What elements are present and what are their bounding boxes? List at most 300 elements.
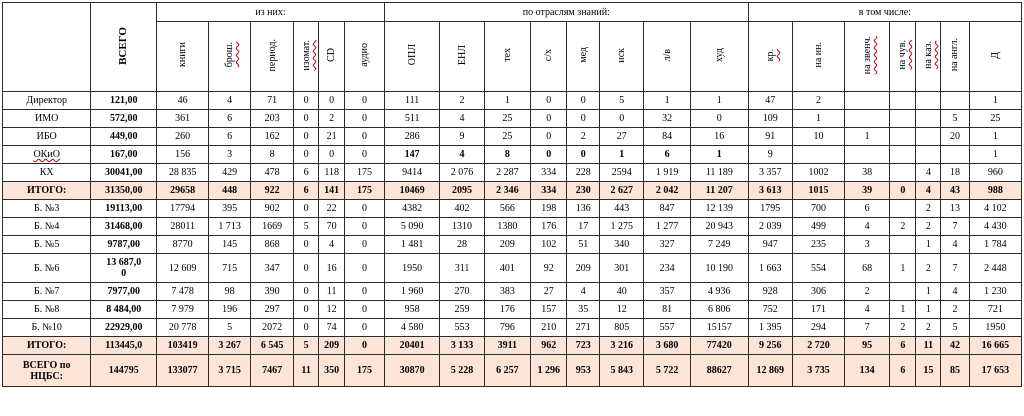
table-cell: 260 — [157, 128, 209, 146]
table-cell: 1950 — [969, 319, 1021, 337]
table-cell: 141 — [319, 182, 345, 200]
table-cell: 95 — [845, 337, 890, 355]
table-cell: 347 — [251, 254, 294, 283]
table-cell: 209 — [319, 337, 345, 355]
table-cell: 2095 — [440, 182, 484, 200]
table-cell: 5 228 — [440, 355, 484, 387]
column-header-cols_including-4: на каз. — [916, 22, 941, 92]
table-cell: 32 — [644, 110, 690, 128]
table-cell: 102 — [531, 236, 567, 254]
table-cell: 847 — [644, 200, 690, 218]
table-cell: 2 076 — [440, 164, 484, 182]
table-cell: 2072 — [251, 319, 294, 337]
table-cell: 25 — [484, 110, 530, 128]
table-cell: 12 — [319, 301, 345, 319]
row-label: Б. №6 — [3, 254, 91, 283]
table-cell: 8770 — [157, 236, 209, 254]
table-cell: 6 — [209, 128, 251, 146]
table-cell: 175 — [345, 182, 385, 200]
table-cell: 156 — [157, 146, 209, 164]
row-total: 144795 — [91, 355, 157, 387]
table-cell: 5 — [600, 92, 644, 110]
table-cell: 0 — [294, 283, 319, 301]
fund-statistics-table — [2, 2, 1022, 387]
table-cell: 7467 — [251, 355, 294, 387]
table-cell: 111 — [384, 92, 440, 110]
table-row — [3, 200, 1022, 218]
table-cell — [890, 200, 916, 218]
table-cell: 557 — [644, 319, 690, 337]
table-cell: 0 — [531, 128, 567, 146]
table-cell: 0 — [531, 146, 567, 164]
table-cell: 0 — [294, 301, 319, 319]
table-cell: 25 — [969, 110, 1021, 128]
table-cell: 4 936 — [690, 283, 748, 301]
table-cell: 297 — [251, 301, 294, 319]
row-total: 7977,00 — [91, 283, 157, 301]
table-cell: 28011 — [157, 218, 209, 236]
row-total: 449,00 — [91, 128, 157, 146]
table-cell: 752 — [748, 301, 792, 319]
table-cell: 2 — [941, 301, 969, 319]
table-cell: 228 — [567, 164, 600, 182]
table-cell: 2 448 — [969, 254, 1021, 283]
row-label: ВСЕГО по НЦБС: — [3, 355, 91, 387]
table-cell: 1310 — [440, 218, 484, 236]
table-cell: 230 — [567, 182, 600, 200]
table-cell: 1 — [969, 146, 1021, 164]
table-cell: 928 — [748, 283, 792, 301]
table-cell: 4 102 — [969, 200, 1021, 218]
statistics-table-container — [2, 2, 1022, 414]
table-cell: 162 — [251, 128, 294, 146]
table-cell: 43 — [941, 182, 969, 200]
table-cell: 28 835 — [157, 164, 209, 182]
table-cell: 3 133 — [440, 337, 484, 355]
table-cell: 350 — [319, 355, 345, 387]
table-cell: 1 296 — [531, 355, 567, 387]
table-cell: 20401 — [384, 337, 440, 355]
table-cell: 1 663 — [748, 254, 792, 283]
table-cell: 81 — [644, 301, 690, 319]
table-cell: 1 — [484, 92, 530, 110]
table-cell: 0 — [345, 283, 385, 301]
table-row — [3, 164, 1022, 182]
row-label: ИТОГО: — [3, 337, 91, 355]
row-total: 167,00 — [91, 146, 157, 164]
table-cell: 40 — [600, 283, 644, 301]
table-cell: 3 — [209, 146, 251, 164]
row-total: 8 484,00 — [91, 301, 157, 319]
table-cell: 11 — [916, 337, 941, 355]
table-cell: 0 — [345, 128, 385, 146]
table-cell: 4 — [916, 182, 941, 200]
table-cell: 0 — [294, 319, 319, 337]
table-cell: 27 — [600, 128, 644, 146]
table-cell: 259 — [440, 301, 484, 319]
table-cell: 805 — [600, 319, 644, 337]
table-cell: 2 — [916, 218, 941, 236]
table-cell: 88627 — [690, 355, 748, 387]
table-cell — [941, 92, 969, 110]
table-cell: 47 — [748, 92, 792, 110]
table-cell: 1 — [916, 301, 941, 319]
table-cell: 1 713 — [209, 218, 251, 236]
subtotal-row-central — [3, 182, 1022, 200]
table-cell: 2 039 — [748, 218, 792, 236]
table-cell: 7 — [941, 254, 969, 283]
table-cell — [890, 128, 916, 146]
table-cell: 6 806 — [690, 301, 748, 319]
table-cell: 960 — [969, 164, 1021, 182]
table-cell: 0 — [319, 146, 345, 164]
table-cell: 210 — [531, 319, 567, 337]
table-cell: 5 — [941, 319, 969, 337]
table-cell: 0 — [294, 128, 319, 146]
table-cell: 1 — [890, 254, 916, 283]
table-cell: 1 960 — [384, 283, 440, 301]
table-cell: 1 784 — [969, 236, 1021, 254]
table-cell: 3 357 — [748, 164, 792, 182]
table-cell: 1 — [969, 128, 1021, 146]
table-cell: 1 — [600, 146, 644, 164]
table-cell: 4 580 — [384, 319, 440, 337]
table-cell: 145 — [209, 236, 251, 254]
table-cell: 700 — [792, 200, 844, 218]
table-cell: 134 — [845, 355, 890, 387]
table-cell: 16 — [690, 128, 748, 146]
table-cell: 4 — [319, 236, 345, 254]
table-cell: 0 — [345, 218, 385, 236]
table-cell: 2 — [916, 319, 941, 337]
column-header-cols_branches-4: мед — [567, 22, 600, 92]
row-label: КХ — [3, 164, 91, 182]
column-header-cols_including-2: на звенч. — [845, 22, 890, 92]
table-cell: 209 — [567, 254, 600, 283]
table-cell: 2 720 — [792, 337, 844, 355]
table-cell: 1 — [916, 283, 941, 301]
table-cell: 958 — [384, 301, 440, 319]
table-cell: 3 735 — [792, 355, 844, 387]
table-body — [3, 92, 1022, 387]
row-total: 113445,0 — [91, 337, 157, 355]
row-label: ИБО — [3, 128, 91, 146]
table-cell: 953 — [567, 355, 600, 387]
table-cell: 2 — [890, 218, 916, 236]
table-cell: 1 — [916, 236, 941, 254]
table-cell: 511 — [384, 110, 440, 128]
table-cell: 7 249 — [690, 236, 748, 254]
column-header-cols_of_them-0: книги — [157, 22, 209, 92]
corner-header-cell — [3, 3, 91, 92]
table-cell: 11 207 — [690, 182, 748, 200]
column-header-cols_branches-6: л/в — [644, 22, 690, 92]
table-cell: 77420 — [690, 337, 748, 355]
table-cell: 11 — [319, 283, 345, 301]
table-cell — [845, 110, 890, 128]
table-cell: 1 481 — [384, 236, 440, 254]
table-cell: 8 — [251, 146, 294, 164]
table-row — [3, 319, 1022, 337]
table-cell: 294 — [792, 319, 844, 337]
row-total: 121,00 — [91, 92, 157, 110]
row-total: 30041,00 — [91, 164, 157, 182]
table-cell: 4 — [440, 146, 484, 164]
column-header-cols_of_them-5: аудио — [345, 22, 385, 92]
table-cell: 334 — [531, 164, 567, 182]
table-cell: 4 — [440, 110, 484, 128]
table-cell — [890, 146, 916, 164]
table-cell: 554 — [792, 254, 844, 283]
table-cell: 71 — [251, 92, 294, 110]
table-cell: 15157 — [690, 319, 748, 337]
table-cell: 12 609 — [157, 254, 209, 283]
group-header-including: в том числе: — [748, 3, 1021, 22]
table-cell: 4 — [941, 236, 969, 254]
table-cell: 17794 — [157, 200, 209, 218]
row-label: Б. №8 — [3, 301, 91, 319]
table-cell: 383 — [484, 283, 530, 301]
table-cell: 3911 — [484, 337, 530, 355]
table-cell — [890, 110, 916, 128]
column-header-cols_of_them-4: CD — [319, 22, 345, 92]
column-header-cols_of_them-1: брош. — [209, 22, 251, 92]
row-label: ИТОГО: — [3, 182, 91, 200]
table-cell: 0 — [531, 110, 567, 128]
row-total: 572,00 — [91, 110, 157, 128]
table-cell: 20 778 — [157, 319, 209, 337]
column-header-cols_including-0: кр. — [748, 22, 792, 92]
table-cell: 0 — [294, 92, 319, 110]
column-header-cols_of_them-3: изомат. — [294, 22, 319, 92]
table-cell: 3 267 — [209, 337, 251, 355]
table-cell: 136 — [567, 200, 600, 218]
table-cell — [890, 283, 916, 301]
table-cell: 74 — [319, 319, 345, 337]
group-header-branches: по отраслям знаний: — [384, 3, 748, 22]
table-row — [3, 110, 1022, 128]
table-cell: 1002 — [792, 164, 844, 182]
row-label: Б. №5 — [3, 236, 91, 254]
table-cell: 209 — [484, 236, 530, 254]
table-cell: 7 — [845, 319, 890, 337]
table-cell: 10 190 — [690, 254, 748, 283]
table-cell: 5 — [209, 319, 251, 337]
table-cell: 0 — [294, 146, 319, 164]
table-cell — [916, 92, 941, 110]
row-label: ИМО — [3, 110, 91, 128]
table-cell: 340 — [600, 236, 644, 254]
table-cell: 1 — [644, 92, 690, 110]
table-cell: 1015 — [792, 182, 844, 200]
table-cell: 448 — [209, 182, 251, 200]
table-cell: 2594 — [600, 164, 644, 182]
table-cell: 357 — [644, 283, 690, 301]
column-header-cols_branches-3: с/х — [531, 22, 567, 92]
table-cell: 3 715 — [209, 355, 251, 387]
table-cell: 327 — [644, 236, 690, 254]
table-cell: 176 — [531, 218, 567, 236]
table-cell: 0 — [294, 254, 319, 283]
table-cell: 6 — [294, 182, 319, 200]
table-cell: 12 — [600, 301, 644, 319]
table-cell: 38 — [845, 164, 890, 182]
column-header-cols_including-3: на чув. — [890, 22, 916, 92]
table-cell: 721 — [969, 301, 1021, 319]
table-cell: 0 — [345, 200, 385, 218]
table-cell: 17 653 — [969, 355, 1021, 387]
table-cell: 70 — [319, 218, 345, 236]
grand-total-row — [3, 355, 1022, 387]
table-cell: 6 — [890, 355, 916, 387]
table-row — [3, 146, 1022, 164]
table-cell: 0 — [345, 319, 385, 337]
row-total: 9787,00 — [91, 236, 157, 254]
table-cell: 0 — [345, 146, 385, 164]
table-cell — [890, 236, 916, 254]
table-cell: 0 — [567, 146, 600, 164]
table-cell: 16 665 — [969, 337, 1021, 355]
table-row — [3, 236, 1022, 254]
table-cell: 1 — [890, 301, 916, 319]
table-cell: 4 — [567, 283, 600, 301]
table-cell: 5 — [941, 110, 969, 128]
table-cell — [890, 164, 916, 182]
row-label: Б. №10 — [3, 319, 91, 337]
column-header-cols_branches-2: тех — [484, 22, 530, 92]
table-cell: 2 346 — [484, 182, 530, 200]
table-cell — [792, 146, 844, 164]
table-cell: 22 — [319, 200, 345, 218]
table-cell: 4 — [845, 301, 890, 319]
table-cell: 2 — [890, 319, 916, 337]
row-label: Б. №4 — [3, 218, 91, 236]
table-cell: 5 722 — [644, 355, 690, 387]
table-cell: 46 — [157, 92, 209, 110]
table-cell: 133077 — [157, 355, 209, 387]
table-cell: 25 — [484, 128, 530, 146]
table-cell — [916, 128, 941, 146]
table-cell: 98 — [209, 283, 251, 301]
table-cell: 0 — [319, 92, 345, 110]
table-cell: 171 — [792, 301, 844, 319]
table-cell: 9 — [440, 128, 484, 146]
row-total: 31468,00 — [91, 218, 157, 236]
table-cell: 2 287 — [484, 164, 530, 182]
table-cell: 234 — [644, 254, 690, 283]
table-cell: 301 — [600, 254, 644, 283]
table-cell: 157 — [531, 301, 567, 319]
row-total: 19113,00 — [91, 200, 157, 218]
table-cell: 118 — [319, 164, 345, 182]
table-cell: 235 — [792, 236, 844, 254]
table-cell: 6 257 — [484, 355, 530, 387]
table-row — [3, 283, 1022, 301]
table-cell: 0 — [890, 182, 916, 200]
table-cell: 334 — [531, 182, 567, 200]
table-cell: 39 — [845, 182, 890, 200]
table-cell: 796 — [484, 319, 530, 337]
table-cell: 103419 — [157, 337, 209, 355]
column-header-cols_including-1: на ин. — [792, 22, 844, 92]
table-cell: 270 — [440, 283, 484, 301]
table-cell: 1 275 — [600, 218, 644, 236]
table-cell: 271 — [567, 319, 600, 337]
table-cell: 6 545 — [251, 337, 294, 355]
table-cell: 2 627 — [600, 182, 644, 200]
table-cell — [941, 146, 969, 164]
table-cell: 2 — [916, 200, 941, 218]
table-cell: 85 — [941, 355, 969, 387]
table-cell: 1 — [792, 110, 844, 128]
table-cell: 429 — [209, 164, 251, 182]
table-cell: 1 — [845, 128, 890, 146]
table-cell: 35 — [567, 301, 600, 319]
table-cell: 5 090 — [384, 218, 440, 236]
table-cell: 443 — [600, 200, 644, 218]
table-cell: 723 — [567, 337, 600, 355]
table-cell: 2 — [916, 254, 941, 283]
table-cell: 0 — [345, 337, 385, 355]
table-cell: 390 — [251, 283, 294, 301]
table-cell: 3 680 — [644, 337, 690, 355]
table-cell: 175 — [345, 164, 385, 182]
table-cell: 962 — [531, 337, 567, 355]
row-total: 31350,00 — [91, 182, 157, 200]
table-cell: 1 — [690, 92, 748, 110]
table-cell: 5 843 — [600, 355, 644, 387]
table-cell: 17 — [567, 218, 600, 236]
table-cell: 3 613 — [748, 182, 792, 200]
table-cell — [890, 92, 916, 110]
table-cell: 4 — [209, 92, 251, 110]
table-cell: 2 — [319, 110, 345, 128]
table-cell: 902 — [251, 200, 294, 218]
table-cell: 401 — [484, 254, 530, 283]
column-header-cols_including-6: Д — [969, 22, 1021, 92]
table-cell: 51 — [567, 236, 600, 254]
table-cell: 922 — [251, 182, 294, 200]
table-cell: 2 — [792, 92, 844, 110]
row-total: 22929,00 — [91, 319, 157, 337]
table-cell: 4 430 — [969, 218, 1021, 236]
table-row — [3, 301, 1022, 319]
table-cell: 715 — [209, 254, 251, 283]
table-cell: 0 — [600, 110, 644, 128]
table-cell: 29658 — [157, 182, 209, 200]
table-cell: 176 — [484, 301, 530, 319]
table-cell: 11 189 — [690, 164, 748, 182]
table-cell: 6 — [209, 110, 251, 128]
column-header-cols_branches-7: худ — [690, 22, 748, 92]
table-cell: 361 — [157, 110, 209, 128]
table-cell: 203 — [251, 110, 294, 128]
table-cell: 402 — [440, 200, 484, 218]
table-cell: 0 — [345, 254, 385, 283]
table-cell: 68 — [845, 254, 890, 283]
table-cell: 5 — [294, 337, 319, 355]
table-cell: 2 — [567, 128, 600, 146]
table-cell: 5 — [294, 218, 319, 236]
table-cell: 1669 — [251, 218, 294, 236]
table-cell: 6 — [845, 200, 890, 218]
row-label: ОКиО — [3, 146, 91, 164]
table-cell: 4 — [845, 218, 890, 236]
table-cell: 0 — [345, 92, 385, 110]
table-cell: 11 — [294, 355, 319, 387]
table-cell: 4382 — [384, 200, 440, 218]
table-cell: 10469 — [384, 182, 440, 200]
